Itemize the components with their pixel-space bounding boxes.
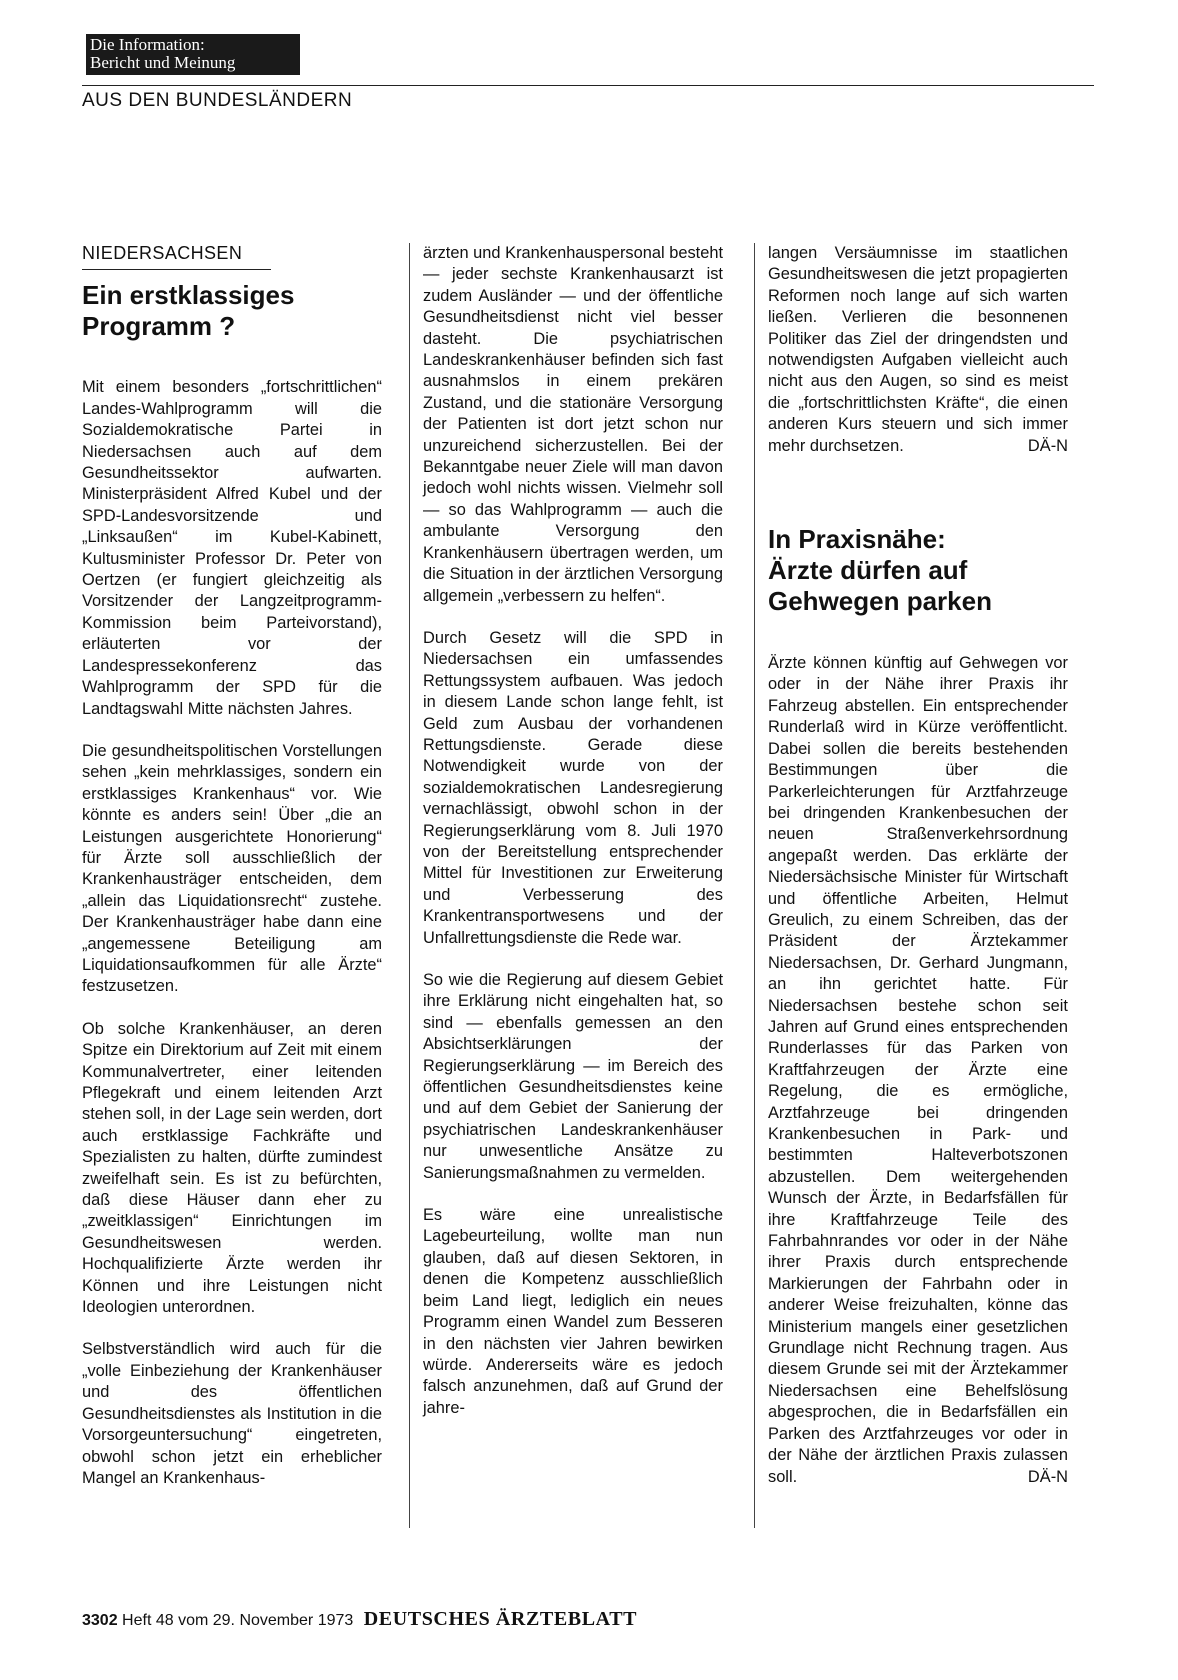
column-1 — [82, 243, 382, 1510]
paragraph-7-part-2: langen Versäumnisse im staatlichen Gesundheitswesen die jetzt propagierten Reformen noch lange auf sich warten ließen. Verlieren die besonnenen Politiker das Ziel der dringendsten und notwendigsten Aufgaben vielleicht auch nicht aus den Augen, so sind es meist die „fortschrittlichsten Kräfte“, die einen anderen Kurs steuern und sich immer mehr durchsetzen. DÄ-N — [768, 243, 1068, 457]
paragraph-4-part-2: ärzten und Krankenhauspersonal besteht — jeder sechste Krankenhausarzt ist zudem Ausländer — und der öffentliche Gesundheitsdienst nicht viel besser dasteht. Die psychiatrischen Landeskrankenhäuser befinden sich fast ausnahmslos in einem prekären Zustand, und die stationäre Versorgung der Patienten ist dort jetzt schon nur unzureichend sicherzustellen. Bei der Bekanntgabe neuer Ziele will man davon jedoch wohl nichts wissen. Vielmehr soll — so das Wahlprogramm — auch die ambulante Versorgung den Krankenhäusern übertragen werden, um die Situation in der ärztlichen Versorgung allgemein „verbessern zu helfen“. — [423, 244, 723, 605]
article-2-headline-line-2: Ärzte dürfen auf — [768, 555, 968, 586]
masthead-line-2: Bericht und Meinung — [90, 53, 236, 72]
column-divider-1 — [409, 243, 410, 1528]
article-2-signature: DÄ-N — [1027, 1467, 1068, 1486]
headline-line-1: Ein erstklassiges — [82, 280, 295, 311]
article-2-paragraph — [768, 653, 1068, 1488]
article-2-body: Ärzte können künftig auf Gehwegen vor oder in der Nähe ihrer Praxis ihr Fahrzeug abstellen. Ein entsprechender Runderlaß wird in Kürze veröffentlicht. Dabei sollen die bereits bestehenden Bestimmungen über die Parkerleichterungen für Arztfahrzeuge bei dringenden Krankenbesuchen der neuen Straßenverkehrsordnung angepaßt werden. Das erklärte der Niedersächsische Minister für Wirtschaft und öffentliche Arbeiten, Helmut Greulich, zu einem Schreiben, das der Präsident der Ärztekammer Niedersachsen, Dr. Gerhard Jungmann, an ihn gerichtet hatte. Für Niedersachsen bestehe schon seit Jahren auf Grund eines entsprechenden Runderlasses für das Parken von Kraftfahrzeugen der Ärzte eine Regelung, die es ermögliche, Arztfahrzeuge bei dringenden Krankenbesuchen in Park- und bestimmten Halteverbotszonen abzustellen. Dem weitergehenden Wunsch der Ärzte, in Bedarfsfällen für ihre Kraftfahrzeuge Teile des Fahrbahnrandes vor oder in der Nähe ihrer Praxis durch entsprechende Markierungen der Fahrbahn oder in anderer Weise freizuhalten, könne das Ministerium mangels einer gesetzlichen Grundlage nicht Rechnung tragen. Aus diesem Grunde sei mit der Ärztekammer Niedersachsen eine Behelfslösung abgesprochen, die in Bedarfsfällen ein Parken des Arztfahrzeuges vor oder in der Nähe der ärztlichen Praxis zulassen soll. — [768, 654, 1068, 1486]
paragraph-4-part-1: Selbstverständlich wird auch für die „volle Einbeziehung der Krankenhäuser und des öffentlichen Gesundheitsdienstes als Institution in die Vorsorgeuntersuchung“ eingetreten, obwohl schon jetzt ein erheblicher Mangel an Krankenhaus- — [82, 1340, 382, 1487]
article-1-signature: DÄ-N — [1027, 436, 1068, 455]
headline-line-2: Programm ? — [82, 311, 236, 342]
page-footer — [82, 1608, 637, 1631]
header-rule — [82, 85, 1094, 86]
paragraph-7-part-1: Es wäre eine unrealistische Lagebeurteilung, wollte man nun glauben, daß auf diesen Sektoren, in denen die Kompetenz ausschließlich beim Land liegt, lediglich ein neues Programm einen Wandel zum Besseren in den nächsten vier Jahren bewirken würde. Andererseits wäre es jedoch falsch anzunehmen, daß auf Grund der jahre- — [423, 1206, 723, 1417]
paragraph-1: Mit einem besonders „fortschrittlichen“ Landes-Wahlprogramm will die Sozialdemokratische Partei in Niedersachsen auch auf dem Gesundheitssektor aufwarten. Ministerpräsident Alfred Kubel und der SPD-Landesvorsitzende und „Linksaußen“ im Kubel-Kabinett, Kultusminister Professor Dr. Peter von Oertzen (er fungiert gleichzeitig als Vorsitzender der Langzeitprogramm-Kommission beim Parteivorstand), erläuterten vor der Landespressekonferenz das Wahlprogramm der SPD für die Landtagswahl Mitte nächsten Jahres. — [82, 378, 382, 718]
article-headline — [82, 280, 382, 342]
column-divider-2 — [754, 243, 755, 1528]
paragraph-3: Ob solche Krankenhäuser, an deren Spitze ein Direktorium auf Zeit mit einem Kommunalvertreter, einer leitenden Pflegekraft und einem leitenden Arzt stehen soll, in der Lage sein werden, dort auch erstklassige Fachkräfte und Spezialisten zu halten, dürfte zumindest zweifelhaft sein. Es ist zu befürchten, daß diese Häuser dann eher zu „zweitklassigen“ Einrichtungen im Gesundheitswesen werden. Hochqualifizierte Ärzte werden ihr Können und ihre Leistungen nicht Ideologien unterordnen. — [82, 1019, 382, 1317]
journal-name: DEUTSCHES ÄRZTEBLATT — [363, 1608, 638, 1630]
paragraph-6: So wie die Regierung auf diesem Gebiet ihre Erklärung nicht eingehalten hat, so sind — ebenfalls gemessen an den Absichtserklärungen der Regierungserklärung — im Bereich des öffentlichen Gesundheitsdienstes keine und auf dem Gebiet der Sanierung der psychiatrischen Landeskrankenhäuser nur unwesentliche Ansätze zu Sanierungsmaßnahmen zu vermelden. — [423, 971, 723, 1182]
masthead-box — [86, 34, 300, 75]
section-header: AUS DEN BUNDESLÄNDERN — [82, 90, 353, 111]
masthead-line-1: Die Information: — [90, 35, 205, 54]
column-2 — [423, 243, 723, 1440]
article-2-headline-line-1: In Praxisnähe: — [768, 524, 946, 555]
paragraph-5: Durch Gesetz will die SPD in Niedersachsen ein umfassendes Rettungssystem aufbauen. Was jedoch in diesem Lande schon lange fehlt, ist Geld zum Ausbau der vorhandenen Rettungsdienste. Gerade diese Notwendigkeit wurde von der sozialdemokratischen Landesregierung vernachlässigt, obwohl schon in der Regierungserklärung vom 8. Juli 1970 von der Bereitstellung entsprechender Mittel für Investitionen zur Erweiterung und Verbesserung des Krankentransportwesens und der Unfallrettungsdienste die Rede war. — [423, 628, 723, 947]
article-2-headline-line-3: Gehwegen parken — [768, 586, 992, 617]
paragraph-2: Die gesundheitspolitischen Vorstellungen sehen „kein mehrklassiges, sondern ein erstklassiges Krankenhaus“ vor. Wie könnte es anders sein! Über „die an Leistungen ausgerichtete Honorierung“ für Ärzte soll ausschließlich der Krankenhausträger entscheiden, dem „allein das Liquidationsrecht“ zustehe. Der Krankenhausträger habe dann eine „angemessene Beteiligung am Liquidationsaufkommen für alle Ärzte“ festzusetzen. — [82, 741, 382, 996]
article-separator — [768, 478, 1068, 524]
issue-info: Heft 48 vom 29. November 1973 — [122, 1612, 354, 1629]
article-2-headline — [768, 524, 1068, 617]
article-kicker: NIEDERSACHSEN — [82, 243, 271, 270]
column-3 — [768, 243, 1068, 1509]
page-number: 3302 — [82, 1612, 118, 1629]
